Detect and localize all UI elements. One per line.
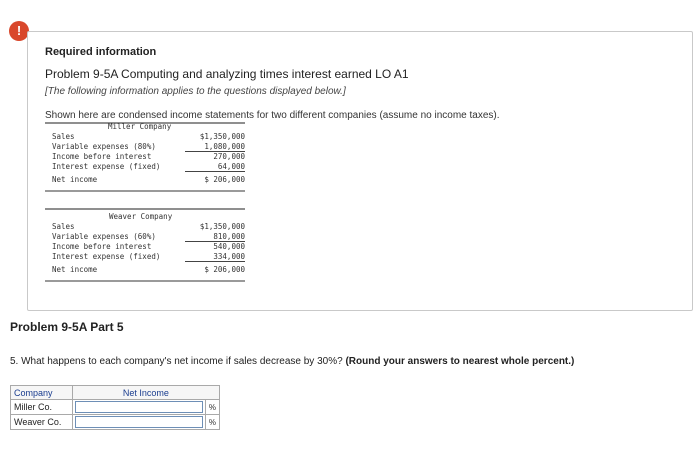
- statement-bottom-rule: [45, 280, 245, 282]
- statement-row-label: Sales: [52, 132, 75, 141]
- answer-table-header: [11, 386, 220, 400]
- statement-row-label: Income before interest: [52, 152, 152, 161]
- answer-table: [10, 385, 220, 430]
- miller-net-income-input[interactable]: [75, 401, 203, 413]
- statement-row-label: Net income: [52, 175, 98, 184]
- statement-row-amount: $ 206,000: [204, 175, 245, 184]
- weaver-income-statement: [45, 208, 245, 284]
- table-row: [11, 415, 220, 430]
- table-row: [11, 400, 220, 415]
- question-instruction: (Round your answers to nearest whole percent.): [345, 356, 575, 367]
- alert-icon: !: [9, 21, 29, 41]
- percent-unit: %: [205, 415, 219, 430]
- statement-row-amount: 270,000: [213, 152, 245, 161]
- statement-top-rule: [45, 208, 245, 210]
- question-body: 5. What happens to each company's net income if sales decrease by 30%?: [10, 356, 343, 367]
- statement-row-amount: $1,350,000: [199, 132, 245, 141]
- question-text: [10, 356, 574, 367]
- statement-row-label: Variable expenses (60%): [52, 232, 156, 241]
- statement-row-label: Interest expense (fixed): [52, 252, 161, 261]
- net-income-column-header: Net Income: [72, 386, 219, 400]
- statement-row-amount: $ 206,000: [204, 265, 245, 274]
- statement-row-amount: 334,000: [185, 252, 245, 262]
- company-column-header: Company: [11, 386, 73, 400]
- miller-income-statement: [45, 122, 245, 194]
- statement-row-amount: 540,000: [213, 242, 245, 251]
- miller-net-income-cell: [72, 400, 205, 415]
- weaver-net-income-input[interactable]: [75, 416, 203, 428]
- statement-row-label: Sales: [52, 222, 75, 231]
- statement-row-amount: 810,000: [185, 232, 245, 242]
- statement-company-name: Miller Company: [108, 122, 172, 131]
- intro-text: Shown here are condensed income statements for two different companies (assume no income taxes).: [45, 110, 500, 121]
- statement-row-amount: 1,080,000: [185, 142, 245, 152]
- weaver-net-income-cell: [72, 415, 205, 430]
- statement-row-amount: $1,350,000: [199, 222, 245, 231]
- statement-row-amount: 64,000: [185, 162, 245, 172]
- percent-unit: %: [205, 400, 219, 415]
- problem-title: Problem 9-5A Computing and analyzing times interest earned LO A1: [45, 67, 409, 81]
- applies-note: [The following information applies to the questions displayed below.]: [45, 86, 346, 97]
- statement-bottom-rule: [45, 190, 245, 192]
- company-name-miller: Miller Co.: [11, 400, 73, 415]
- statement-row-label: Net income: [52, 265, 98, 274]
- statement-row-label: Variable expenses (80%): [52, 142, 156, 151]
- statement-row-label: Interest expense (fixed): [52, 162, 161, 171]
- statement-company-name: Weaver Company: [109, 212, 173, 221]
- statement-row-label: Income before interest: [52, 242, 152, 251]
- required-info-title: Required information: [45, 46, 157, 58]
- company-name-weaver: Weaver Co.: [11, 415, 73, 430]
- part-title: Problem 9-5A Part 5: [10, 320, 124, 334]
